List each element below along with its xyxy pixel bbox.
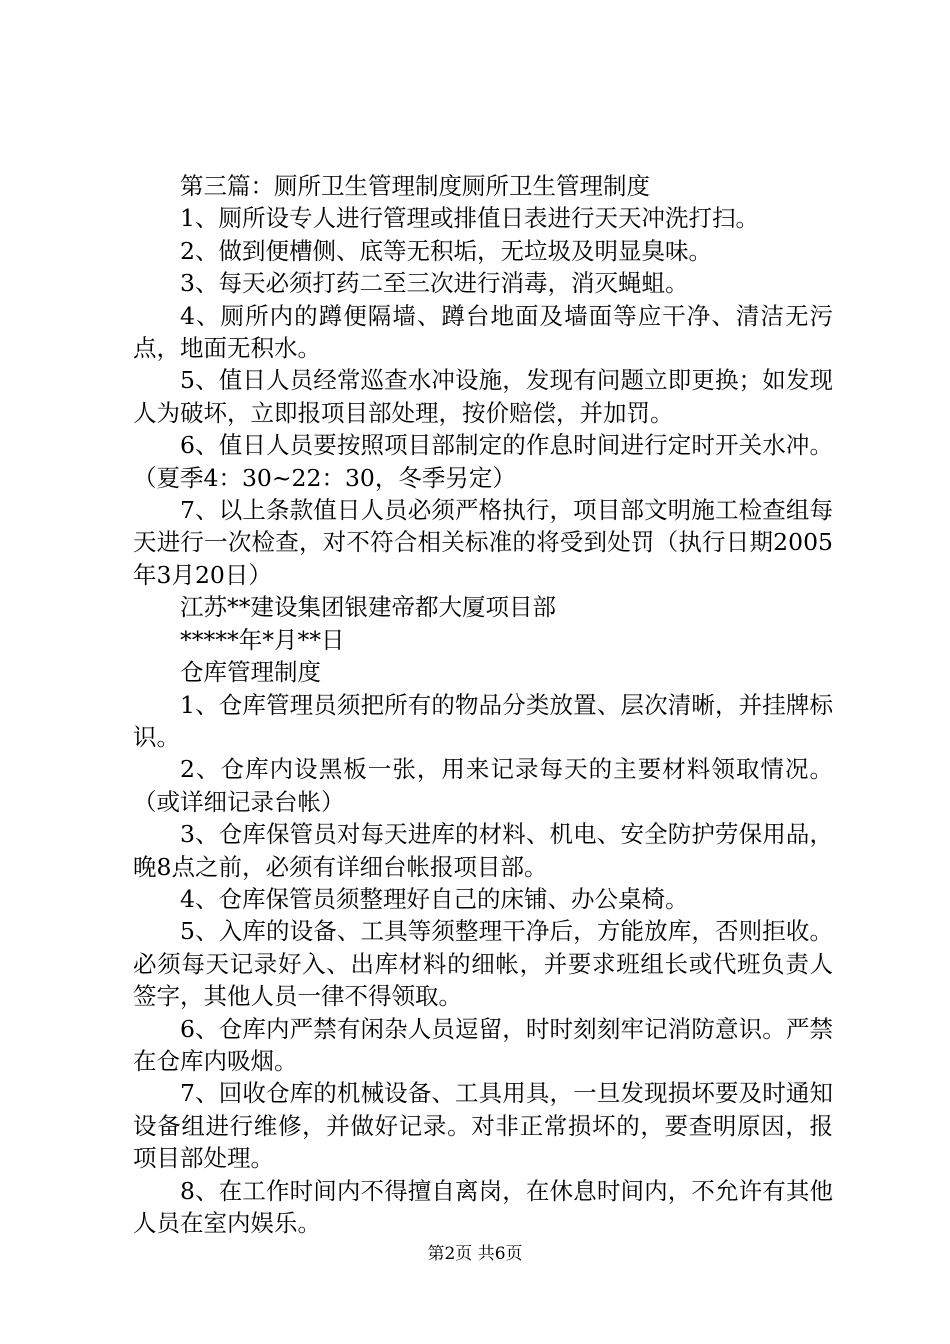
paragraph: 3、每天必须打药二至三次进行消毒，消灭蝇蛆。 <box>180 269 689 298</box>
paragraph: 6、值日人员要按照项目部制定的作息时间进行定时开关水冲。（夏季4：30~22：30，冬季另定） <box>133 431 833 492</box>
paragraph: 4、仓库保管员须整理好自己的床铺、办公桌椅。 <box>180 884 689 913</box>
paragraph: 2、做到便槽侧、底等无积垢，无垃圾及明显臭味。 <box>180 236 712 265</box>
paragraph: 7、以上条款值日人员必须严格执行，项目部文明施工检查组每天进行一次检查，对不符合相关标准的将受到处罚（执行日期2005年3月20日） <box>133 496 833 589</box>
paragraph: 7、回收仓库的机械设备、工具用具，一旦发现损坏要及时通知设备组进行维修，并做好记录。对非正常损坏的，要查明原因，报项目部处理。 <box>133 1079 833 1173</box>
paragraph: 5、值日人员经常巡查水冲设施，发现有问题立即更换；如发现人为破坏，立即报项目部处理，按价赔偿，并加罚。 <box>133 366 833 427</box>
document-body <box>133 170 833 1239</box>
paragraph: 1、厕所设专人进行管理或排值日表进行天天冲洗打扫。 <box>180 204 759 233</box>
page-number-footer: 第2页 共6页 <box>427 1244 523 1264</box>
paragraph: 1、仓库管理员须把所有的物品分类放置、层次清晰，并挂牌标识。 <box>133 690 833 751</box>
paragraph: 8、在工作时间内不得擅自离岗，在休息时间内，不允许有其他人员在室内娱乐。 <box>133 1176 833 1237</box>
section-heading: 仓库管理制度 <box>180 658 321 687</box>
signature-date: *****年*月**日 <box>180 625 345 654</box>
paragraph: 2、仓库内设黑板一张，用来记录每天的主要材料领取情况。（或详细记录台帐） <box>133 755 833 816</box>
paragraph: 5、入库的设备、工具等须整理干净后，方能放库，否则拒收。必须每天记录好入、出库材料的细帐，并要求班组长或代班负责人签字，其他人员一律不得领取。 <box>133 917 833 1011</box>
paragraph: 4、厕所内的蹲便隔墙、蹲台地面及墙面等应干净、清洁无污点，地面无积水。 <box>133 301 833 363</box>
paragraph: 3、仓库保管员对每天进库的材料、机电、安全防护劳保用品，晚8点之前，必须有详细台帐报项目部。 <box>133 820 833 881</box>
paragraph: 6、仓库内严禁有闲杂人员逗留，时时刻刻牢记消防意识。严禁在仓库内吸烟。 <box>133 1014 833 1075</box>
section-title: 第三篇：厕所卫生管理制度厕所卫生管理制度 <box>180 172 650 200</box>
signature-organization: 江苏**建设集团银建帝都大厦项目部 <box>180 593 556 622</box>
